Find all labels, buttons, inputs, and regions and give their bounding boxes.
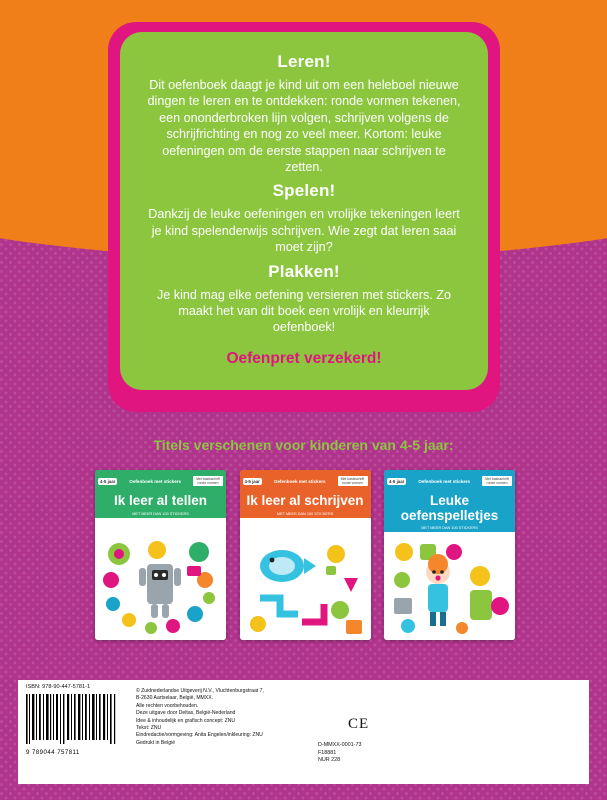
list-item [95,470,226,640]
cover-art-svg [384,536,515,640]
section-body-plakken: Je kind mag elke oefening versieren met stickers. Zo maakt het van dit boek een vrolijk en kleurrijk oefenboek! [157,287,451,335]
cover-title: Ik leer al schrijven [246,493,364,508]
cover-artwork [384,536,515,640]
legal-line: B-2630 Aartselaar, België, MMXX. [136,695,214,702]
related-titles-list [95,470,515,650]
feature-badge: Met basisschrift ronde vormen [193,476,223,486]
list-item [384,470,515,640]
cover-subtitle: MET MEER DAN 100 STICKERS [132,511,189,516]
section-title-leren: Leren! [277,52,331,71]
legal-line: Eindredactie/vormgeving: Anita Engelen/inkleuring: ZNU [136,732,263,739]
cover-artwork [240,536,371,640]
series-label: Oefenboek met stickers [418,478,471,484]
section-title-plakken: Plakken! [268,261,340,281]
description-panel [120,32,488,390]
code-line: F18881 [318,749,337,756]
legal-line: Deze uitgave door Deltas, België-Nederland [136,710,236,717]
series-label: Oefenboek met stickers [273,478,326,484]
cover-top-band [384,470,515,492]
feature-badge: Met basisschrift ronde vormen [338,476,368,486]
cover-top-band [95,470,226,492]
cover-title: Ik leer al tellen [113,493,208,508]
legal-line: Tekst: ZNU [136,725,162,732]
cover-subtitle: MET MEER DAN 100 STICKERS [421,526,478,530]
list-item [240,470,371,640]
age-badge: 4-5 jaar [100,478,116,484]
product-codes [318,742,361,765]
cover-artwork [95,536,226,640]
legal-line: Gedrukt in België [136,739,176,746]
cover-art-svg [95,536,226,640]
legal-line: Idee & inhoudelijk en grafisch concept: ZNU [136,717,236,724]
legal-line: © Zuidnederlandse Uitgeverij N.V., Vluchtenburgstraat 7, [136,688,264,694]
section-body-leren: Dit oefenboek daagt je kind uit om een heleboel nieuwe dingen te leren en te ontdekken: ronde vormen tekenen, een ononderbroken lijn volgen, schrijven volgens de schrijfrichting en nog zo veel meer. Kortom: leuke oefeningen om de eerste stappen naar schrijven te zetten. [147,78,461,175]
titles-heading: Titels verschenen voor kinderen van 4-5 jaar: [153,437,454,453]
code-line: D-MMXX-0001-73 [318,742,362,748]
barcode [24,692,120,750]
section-title-spelen: Spelen! [272,181,336,201]
legal-text [136,688,366,747]
cover-top-band [240,470,371,492]
isbn-text: ISBN: 978-90-447-5781-1 [26,684,91,690]
legal-line: Alle rechten voorbehouden. [136,702,199,709]
code-line: NUR 228 [318,757,341,764]
cover-title: Leuke oefenspelletjes [400,493,499,523]
ce-mark: CE [348,716,370,732]
series-label: Oefenboek met stickers [129,478,182,484]
cover-art-svg [240,536,371,640]
age-badge: 4-5 jaar [389,478,405,484]
section-body-spelen: Dankzij de leuke oefeningen en vrolijke tekeningen leert je kind spelenderwijs schrijven. Wie zegt dat leren saai moet zijn? [148,207,460,255]
barcode-number: 9 789044 757811 [26,750,80,756]
cover-subtitle: MET MEER DAN 100 STICKERS [276,511,334,516]
age-badge: 4-5 jaar [244,478,260,484]
feature-badge: Met basisschrift ronde vormen [482,476,512,486]
footer-legal-block [18,680,589,784]
closing-slogan: Oefenpret verzekerd! [226,349,382,367]
